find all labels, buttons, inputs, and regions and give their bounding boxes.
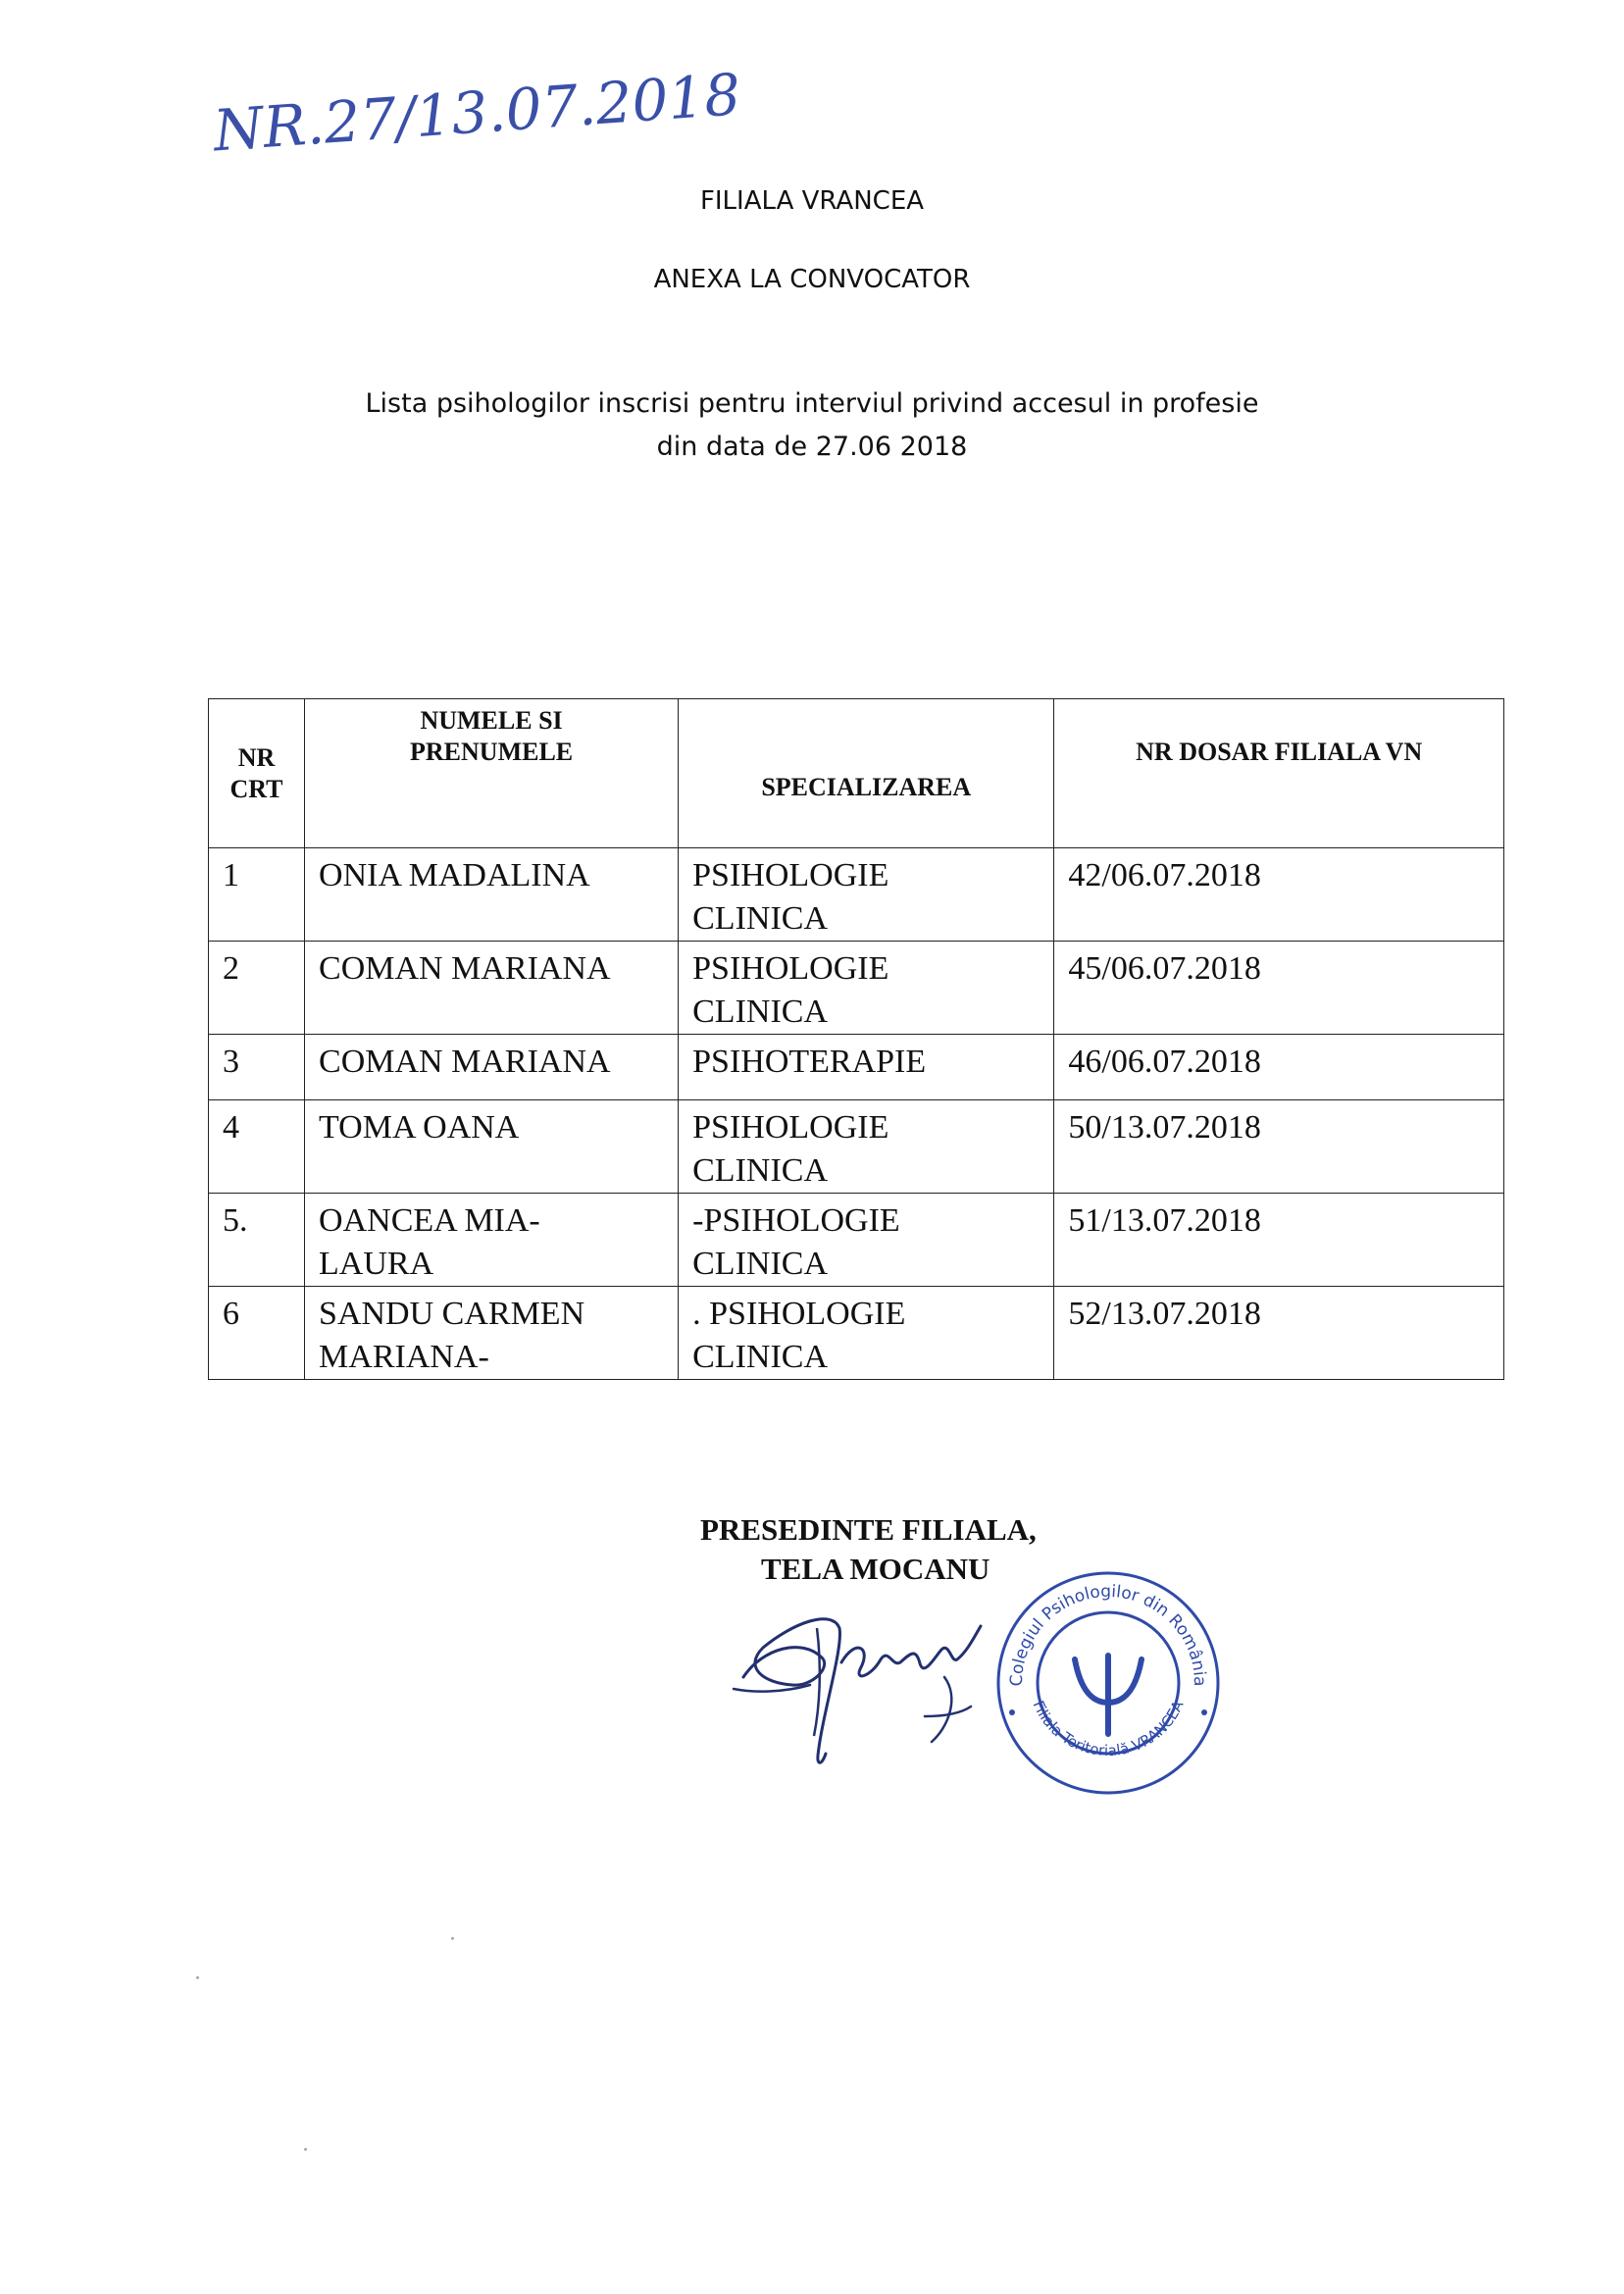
cell-specialization-line: CLINICA — [692, 1152, 829, 1189]
table-row — [209, 1287, 1504, 1380]
cell-specialization-line: PSIHOLOGIE — [692, 950, 889, 987]
cell-name — [305, 942, 679, 1035]
cell-name — [305, 848, 679, 942]
table-row — [209, 1194, 1504, 1287]
handwritten-registration-number — [208, 61, 743, 175]
cell-specialization-line: . PSIHOLOGIE — [692, 1296, 906, 1332]
cell-specialization-line: PSIHOLOGIE — [692, 1109, 889, 1146]
cell-name-line: TOMA OANA — [319, 1109, 520, 1146]
cell-name — [305, 1287, 679, 1380]
stamp-text-bottom: Filiala Teritorială VRANCEA — [1029, 1698, 1188, 1760]
cell-nr: 2 — [209, 942, 305, 1035]
psi-symbol-icon — [1075, 1656, 1142, 1734]
cell-nr: 5. — [209, 1194, 305, 1287]
table-header-row — [209, 699, 1504, 848]
cell-nr: 4 — [209, 1100, 305, 1194]
registration-number-text: NR.27/13.07.2018 — [211, 61, 743, 165]
cell-nr: 3 — [209, 1035, 305, 1100]
header-text: CRT — [229, 774, 283, 803]
cell-specialization — [679, 1287, 1054, 1380]
cell-name-line: LAURA — [319, 1246, 434, 1282]
table-row — [209, 848, 1504, 942]
cell-specialization — [679, 1035, 1054, 1100]
cell-nr: 1 — [209, 848, 305, 942]
header-file-number: NR DOSAR FILIALA VN — [1054, 699, 1504, 848]
cell-specialization-line: -PSIHOLOGIE — [692, 1202, 900, 1239]
cell-name — [305, 1100, 679, 1194]
cell-specialization-line: CLINICA — [692, 1246, 829, 1282]
cell-file-number: 42/06.07.2018 — [1054, 848, 1504, 942]
header-nr-crt — [209, 699, 305, 848]
header-text: NUMELE SI — [420, 706, 563, 735]
cell-file-number: 50/13.07.2018 — [1054, 1100, 1504, 1194]
branch-heading: FILIALA VRANCEA — [699, 186, 925, 216]
list-title-line-1: Lista psihologilor inscrisi pentru interviul privind accesul in profesie — [365, 388, 1259, 419]
cell-name-line: SANDU CARMEN — [319, 1296, 585, 1332]
header-text: PRENUMELE — [410, 738, 574, 766]
scan-speck — [196, 1976, 199, 1979]
scan-speck — [304, 2148, 307, 2151]
annex-heading: ANEXA LA CONVOCATOR — [653, 265, 971, 294]
table-row — [209, 1035, 1504, 1100]
cell-specialization — [679, 1100, 1054, 1194]
cell-name-line: ONIA MADALINA — [319, 857, 590, 893]
cell-specialization — [679, 848, 1054, 942]
cell-name — [305, 1035, 679, 1100]
cell-specialization-line: PSIHOTERAPIE — [692, 1044, 927, 1080]
cell-file-number: 51/13.07.2018 — [1054, 1194, 1504, 1287]
cell-specialization — [679, 1194, 1054, 1287]
cell-specialization-line: PSIHOLOGIE — [692, 857, 889, 893]
signature-title: PRESEDINTE FILIALA, — [700, 1512, 1037, 1547]
table-row — [209, 942, 1504, 1035]
cell-name-line: MARIANA- — [319, 1339, 489, 1375]
list-title — [0, 382, 1624, 469]
cell-file-number: 46/06.07.2018 — [1054, 1035, 1504, 1100]
header-name — [305, 699, 679, 848]
cell-file-number: 45/06.07.2018 — [1054, 942, 1504, 1035]
signature-name: TELA MOCANU — [761, 1552, 990, 1586]
cell-specialization-line: CLINICA — [692, 900, 829, 937]
cell-name-line: COMAN MARIANA — [319, 950, 611, 987]
cell-specialization — [679, 942, 1054, 1035]
official-stamp — [990, 1565, 1226, 1801]
table-row — [209, 1100, 1504, 1194]
list-title-line-2: din data de 27.06 2018 — [656, 432, 968, 462]
cell-name — [305, 1194, 679, 1287]
cell-name-line: COMAN MARIANA — [319, 1044, 611, 1080]
cell-nr: 6 — [209, 1287, 305, 1380]
cell-file-number: 52/13.07.2018 — [1054, 1287, 1504, 1380]
cell-name-line: OANCEA MIA- — [319, 1202, 540, 1239]
header-specialization: SPECIALIZAREA — [679, 699, 1054, 848]
handwritten-signature — [724, 1569, 998, 1775]
header-text: NR — [237, 742, 276, 772]
psychologists-table — [208, 698, 1504, 1380]
scan-speck — [451, 1937, 454, 1940]
cell-specialization-line: CLINICA — [692, 994, 829, 1030]
stamp-text-top: Colegiul Psihologilor din România — [1006, 1581, 1210, 1687]
cell-specialization-line: CLINICA — [692, 1339, 829, 1375]
